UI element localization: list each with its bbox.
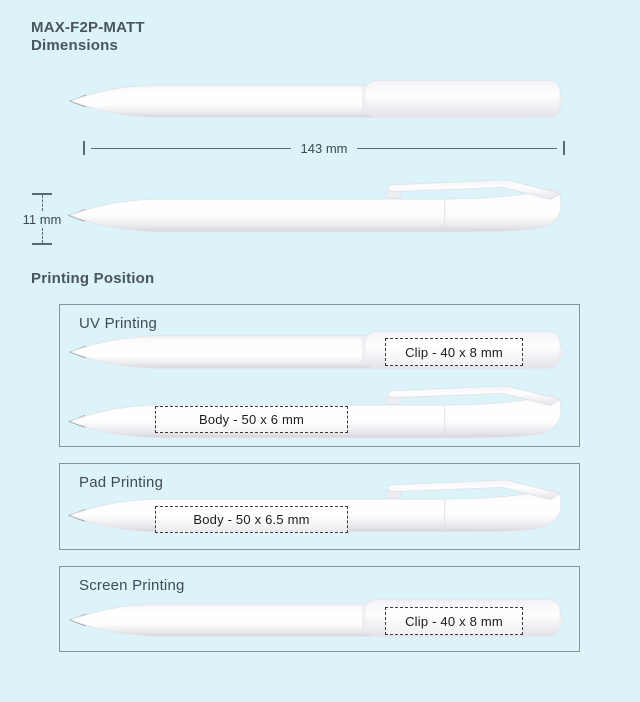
print-area-clip-label: Clip - 40 x 8 mm: [405, 344, 503, 360]
print-area-body: [155, 506, 348, 533]
dimension-line-left: [91, 148, 291, 149]
dimensions-heading: Dimensions: [31, 37, 119, 54]
length-dimension: [83, 141, 565, 155]
print-area-clip: [385, 607, 523, 635]
print-area-body-label: Body - 50 x 6 mm: [198, 412, 305, 427]
print-area-body: [155, 406, 348, 433]
diameter-dimension-label: 11 mm: [22, 211, 62, 227]
pen-top-view-image: [66, 77, 571, 125]
dimension-dash-bottom: [42, 228, 43, 244]
printing-position-heading: Printing Position: [31, 270, 155, 287]
dimension-bar-bottom: [32, 243, 52, 245]
dimension-line-right: [357, 148, 557, 149]
dimension-tick-right: [563, 141, 565, 155]
pad-printing-label: Pad Printing: [79, 474, 164, 491]
pen-side-view-image: [64, 170, 569, 241]
dimension-dash-top: [42, 195, 43, 211]
dimension-tick-left: [83, 141, 85, 155]
diameter-dimension: [21, 193, 63, 245]
uv-printing-label: UV Printing: [79, 315, 158, 332]
header-block: [31, 19, 145, 55]
product-title: MAX-F2P-MATT: [31, 19, 145, 36]
length-dimension-label: 143 mm: [300, 140, 348, 156]
print-area-clip-label: Clip - 40 x 8 mm: [405, 613, 503, 629]
print-area-body-label: Body - 50 x 6.5 mm: [193, 512, 310, 527]
print-area-clip: [385, 338, 523, 366]
screen-printing-label: Screen Printing: [79, 577, 185, 594]
